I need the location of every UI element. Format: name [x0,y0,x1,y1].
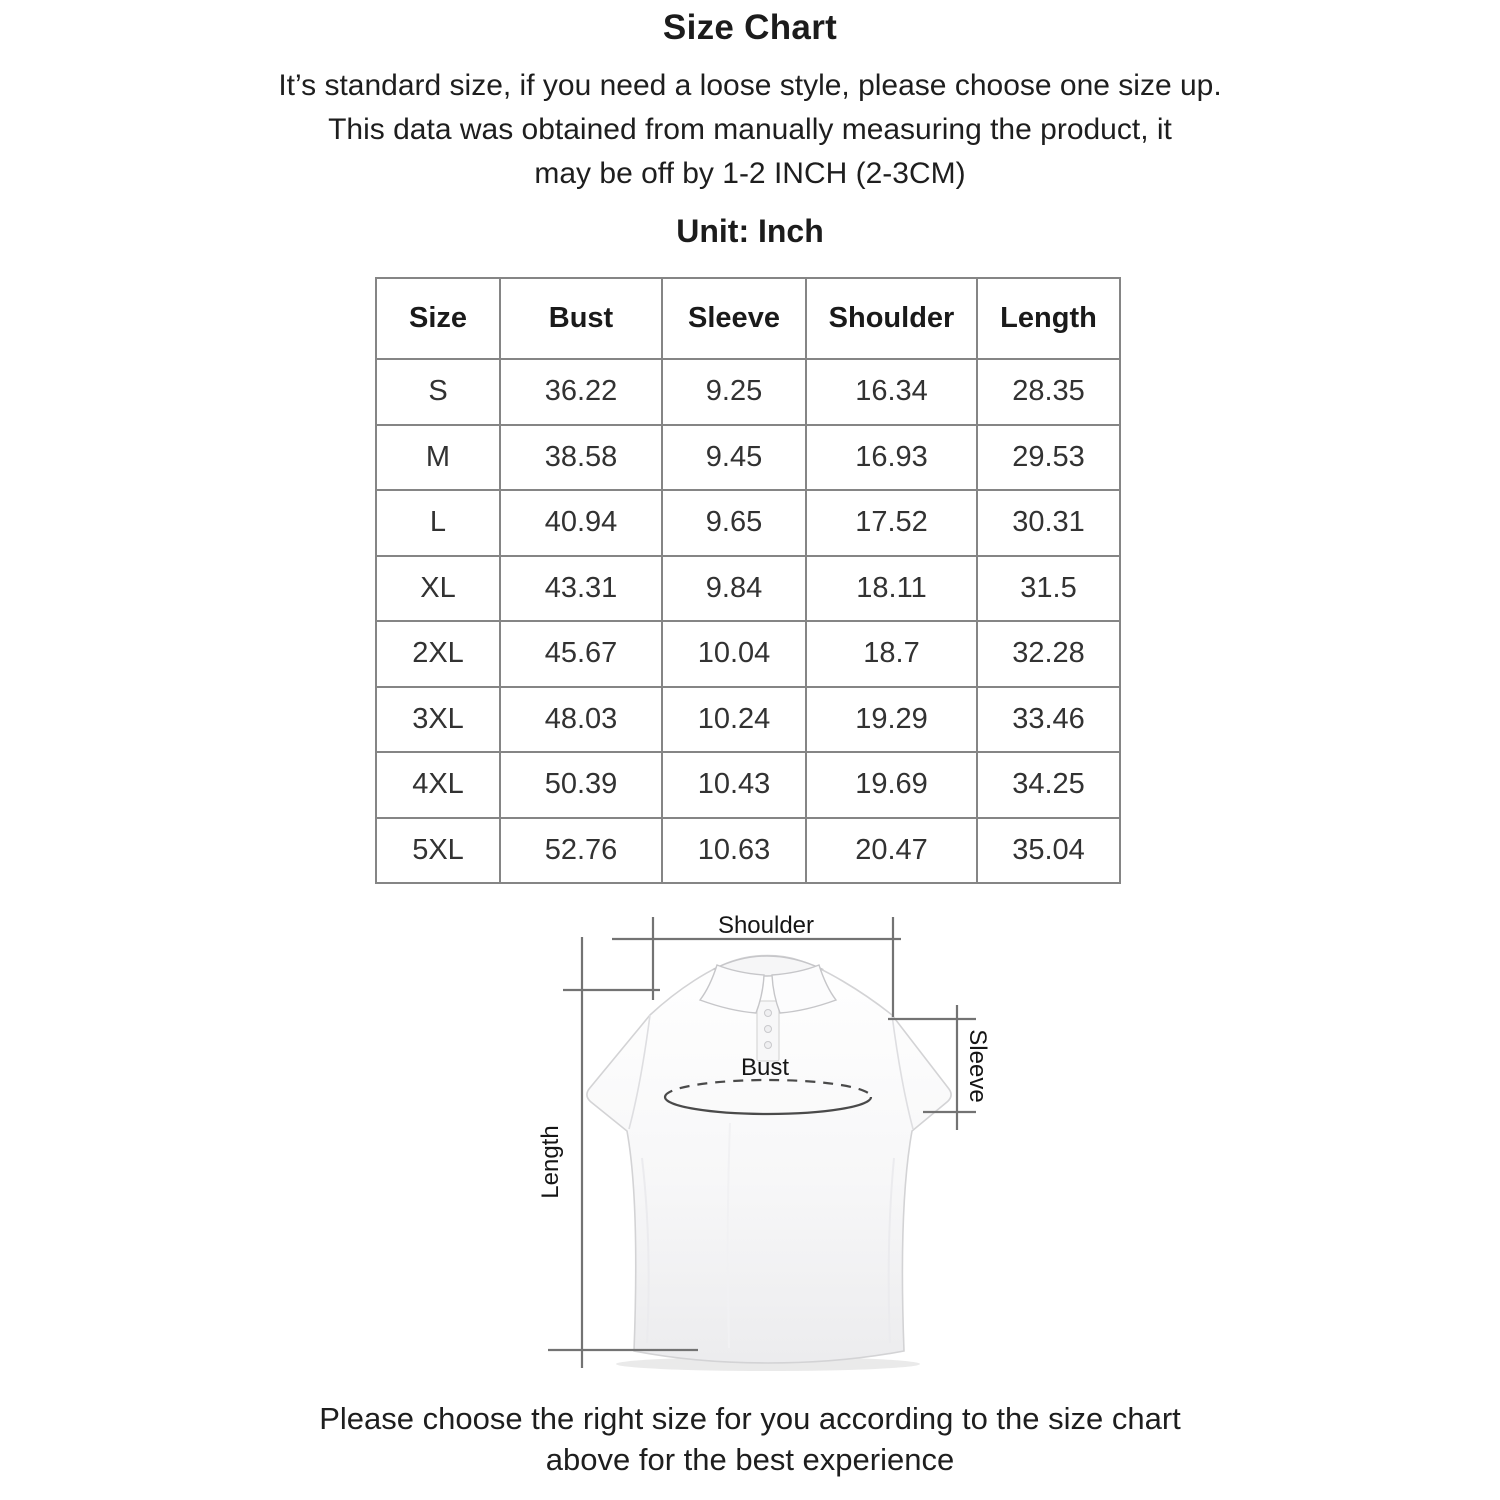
measurement-cell: 16.93 [806,425,977,491]
measurement-cell: 9.25 [662,359,806,425]
size-cell: M [376,425,500,491]
size-table [375,277,1121,884]
table-row [376,556,1120,622]
column-header-length: Length [977,278,1120,359]
measurement-cell: 9.84 [662,556,806,622]
column-header-shoulder: Shoulder [806,278,977,359]
measurement-cell: 10.04 [662,621,806,687]
measurement-cell: 52.76 [500,818,662,884]
size-disclaimer [0,64,1500,196]
measurement-cell: 35.04 [977,818,1120,884]
measurement-cell: 18.11 [806,556,977,622]
measurement-cell: 38.58 [500,425,662,491]
table-row [376,359,1120,425]
table-row [376,425,1120,491]
sleeve-dim-label: Sleeve [964,1029,991,1103]
measurement-cell: 40.94 [500,490,662,556]
column-header-sleeve: Sleeve [662,278,806,359]
size-table-body [376,359,1120,883]
measurement-cell: 9.65 [662,490,806,556]
size-cell: XL [376,556,500,622]
measurement-cell: 48.03 [500,687,662,753]
size-table-header-row [376,278,1120,359]
footer-line: Please choose the right size for you according to the size chart [319,1401,1181,1436]
measurement-cell: 9.45 [662,425,806,491]
measurement-cell: 18.7 [806,621,977,687]
measurement-cell: 33.46 [977,687,1120,753]
disclaimer-line: It’s standard size, if you need a loose style, please choose one size up. [278,69,1222,102]
button [765,1042,772,1049]
disclaimer-line: This data was obtained from manually measuring the product, it [328,113,1172,146]
size-cell: S [376,359,500,425]
measurement-cell: 36.22 [500,359,662,425]
size-cell: 4XL [376,752,500,818]
footer-line: above for the best experience [545,1442,955,1477]
page-title: Size Chart [662,8,838,47]
button [765,1010,772,1017]
measurement-cell: 10.43 [662,752,806,818]
measurement-cell: 17.52 [806,490,977,556]
measurement-cell: 31.5 [977,556,1120,622]
measurement-cell: 19.29 [806,687,977,753]
measurement-cell: 32.28 [977,621,1120,687]
length-dim-label: Length [537,1125,564,1199]
column-header-size: Size [376,278,500,359]
table-row [376,621,1120,687]
measurement-cell: 30.31 [977,490,1120,556]
measurement-cell: 34.25 [977,752,1120,818]
measurement-cell: 19.69 [806,752,977,818]
size-cell: 2XL [376,621,500,687]
measurement-cell: 10.24 [662,687,806,753]
bust-dim-label: Bust [740,1054,790,1081]
measurement-cell: 29.53 [977,425,1120,491]
unit-label: Unit: Inch [676,213,824,249]
table-row [376,818,1120,884]
measurement-cell: 43.31 [500,556,662,622]
measurement-cell: 16.34 [806,359,977,425]
table-row [376,490,1120,556]
measurement-cell: 50.39 [500,752,662,818]
size-cell: 3XL [376,687,500,753]
shoulder-dim-label: Shoulder [717,912,815,939]
column-header-bust: Bust [500,278,662,359]
size-cell: L [376,490,500,556]
button [765,1026,772,1033]
measurement-cell: 45.67 [500,621,662,687]
measurement-diagram [530,903,1000,1383]
disclaimer-line: may be off by 1-2 INCH (2-3CM) [534,157,966,190]
measurement-cell: 20.47 [806,818,977,884]
table-row [376,752,1120,818]
table-row [376,687,1120,753]
polo-shirt-diagram [530,903,1000,1383]
size-cell: 5XL [376,818,500,884]
footer-note [0,1398,1500,1480]
measurement-cell: 10.63 [662,818,806,884]
measurement-cell: 28.35 [977,359,1120,425]
